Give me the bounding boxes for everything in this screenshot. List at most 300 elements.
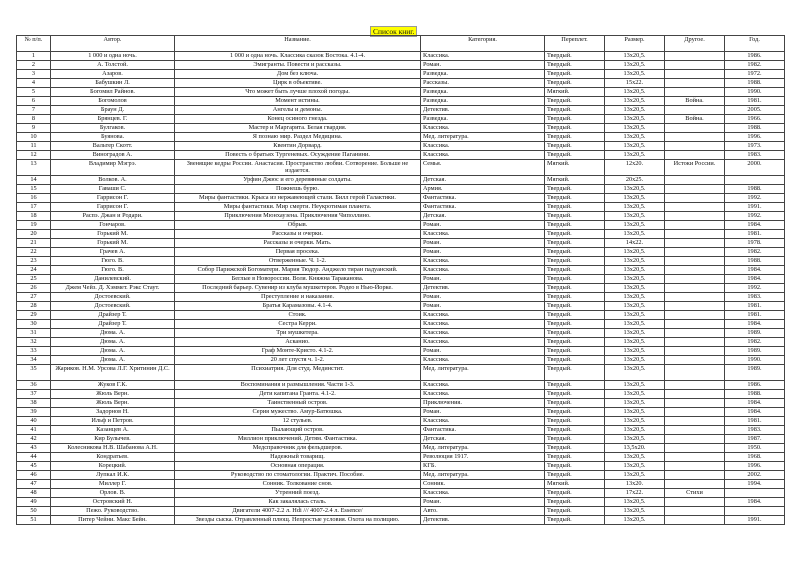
cell-other (665, 329, 725, 338)
cell-category: Классика. (421, 311, 545, 320)
cell-name: Пылающий остров. (175, 426, 421, 435)
cell-other (665, 275, 725, 284)
table-row (17, 97, 785, 106)
cell-category: Детская. (421, 435, 545, 444)
cell-name: Первая просека. (175, 248, 421, 257)
cell-size: 13х20,5. (605, 61, 665, 70)
cell-year: 2000. (725, 160, 785, 176)
cell-year: 1950. (725, 444, 785, 453)
cell-other (665, 399, 725, 408)
cell-size: 13х20,5. (605, 275, 665, 284)
table-header-row (17, 36, 785, 52)
cell-num: 37 (17, 390, 51, 399)
cell-year: 1992. (725, 284, 785, 293)
cell-binding: Твердый. (545, 275, 605, 284)
cell-author: Гюго. В. (51, 257, 175, 266)
cell-size: 13х20,5. (605, 212, 665, 221)
cell-num: 10 (17, 133, 51, 142)
cell-name: Дети капитана Гранта. 4.1-2. (175, 390, 421, 399)
cell-year: 1987. (725, 435, 785, 444)
cell-category: Классика. (421, 124, 545, 133)
cell-year: 1988. (725, 79, 785, 88)
cell-other (665, 266, 725, 275)
cell-author: Гончаров. (51, 221, 175, 230)
cell-year: 1986. (725, 52, 785, 61)
table-row (17, 338, 785, 347)
cell-year: 1996. (725, 462, 785, 471)
table-row (17, 194, 785, 203)
cell-other (665, 106, 725, 115)
cell-author: Волков. А. (51, 176, 175, 185)
cell-size: 13х20,5. (605, 320, 665, 329)
cell-year: 1991. (725, 203, 785, 212)
table-row (17, 115, 785, 124)
cell-year: 1988. (725, 257, 785, 266)
cell-binding: Твердый. (545, 230, 605, 239)
cell-binding: Твердый. (545, 498, 605, 507)
cell-other (665, 365, 725, 381)
table-row (17, 88, 785, 97)
cell-num: 19 (17, 221, 51, 230)
cell-binding: Твердый. (545, 293, 605, 302)
table-row (17, 365, 785, 381)
cell-author: Буянова. (51, 133, 175, 142)
cell-other (665, 435, 725, 444)
cell-category: Классика. (421, 151, 545, 160)
cell-size: 13х20,5. (605, 284, 665, 293)
cell-year: 1989. (725, 329, 785, 338)
cell-name: Сонник. Толкование снов. (175, 480, 421, 489)
col-header-other: Другое. (665, 36, 725, 52)
cell-author: Ильф и Петров. (51, 417, 175, 426)
cell-year: 1966. (725, 115, 785, 124)
cell-name: Преступление и наказание. (175, 293, 421, 302)
table-row (17, 79, 785, 88)
cell-author: Миллер Г. (51, 480, 175, 489)
cell-name: Звезды сыска. Отравленный плющ. Непростые условия. Охота на полицию. (175, 516, 421, 525)
cell-author: Данилевский. (51, 275, 175, 284)
cell-category: Классика. (421, 338, 545, 347)
cell-other (665, 417, 725, 426)
table-row (17, 498, 785, 507)
cell-num: 49 (17, 498, 51, 507)
cell-name: Миллион приключений. Детям. Фантастика. (175, 435, 421, 444)
cell-author: 1 000 и одна ночь. (51, 52, 175, 61)
cell-category: Рассказы. (421, 79, 545, 88)
cell-size: 13х20,5. (605, 417, 665, 426)
cell-size: 13х20,5. (605, 293, 665, 302)
cell-other (665, 338, 725, 347)
cell-author: Кондратьев. (51, 453, 175, 462)
cell-size: 17х22. (605, 489, 665, 498)
cell-year (725, 507, 785, 516)
cell-name: Конец осиного гнезда. (175, 115, 421, 124)
cell-binding: Твердый. (545, 462, 605, 471)
cell-name: Ангелы и демоны. (175, 106, 421, 115)
cell-name: Сестра Керри. (175, 320, 421, 329)
cell-author: Булгаков. (51, 124, 175, 133)
cell-category: Роман. (421, 498, 545, 507)
cell-binding: Твердый. (545, 399, 605, 408)
cell-size: 13х20,5. (605, 462, 665, 471)
table-row (17, 489, 785, 498)
cell-binding: Твердый. (545, 507, 605, 516)
cell-other (665, 516, 725, 525)
cell-year: 1983. (725, 151, 785, 160)
cell-num: 45 (17, 462, 51, 471)
cell-size: 13х20,5. (605, 266, 665, 275)
cell-author: Горький М. (51, 239, 175, 248)
cell-author: Корецкий. (51, 462, 175, 471)
cell-name: Пожнешь бурю. (175, 185, 421, 194)
cell-year: 1982. (725, 61, 785, 70)
cell-other (665, 133, 725, 142)
cell-num: 4 (17, 79, 51, 88)
cell-other (665, 52, 725, 61)
cell-year: 1994. (725, 480, 785, 489)
cell-num: 7 (17, 106, 51, 115)
table-row (17, 381, 785, 390)
table-row (17, 124, 785, 133)
cell-num: 41 (17, 426, 51, 435)
cell-category: Фантастика. (421, 426, 545, 435)
cell-other (665, 284, 725, 293)
cell-num: 21 (17, 239, 51, 248)
cell-name: Психиатрия. Для студ. Мединстит. (175, 365, 421, 381)
table-row (17, 417, 785, 426)
cell-binding: Твердый. (545, 194, 605, 203)
cell-category: Детектив. (421, 516, 545, 525)
cell-num: 38 (17, 399, 51, 408)
cell-binding: Мягкий. (545, 480, 605, 489)
cell-category: Роман. (421, 239, 545, 248)
cell-size: 13х20,5. (605, 203, 665, 212)
cell-other (665, 381, 725, 390)
cell-size: 13х20. (605, 480, 665, 489)
cell-category: Классика. (421, 489, 545, 498)
cell-other (665, 390, 725, 399)
cell-name: Асканио. (175, 338, 421, 347)
cell-year: 2002. (725, 471, 785, 480)
cell-size: 13х20,5. (605, 516, 665, 525)
table-row (17, 52, 785, 61)
cell-name: Граф Монте-Кристо. 4.1-2. (175, 347, 421, 356)
cell-num: 23 (17, 257, 51, 266)
cell-category: Роман. (421, 347, 545, 356)
cell-num: 16 (17, 194, 51, 203)
cell-binding: Твердый. (545, 489, 605, 498)
cell-author: Орлов. В. (51, 489, 175, 498)
cell-author: Драйзер Т. (51, 320, 175, 329)
cell-num: 44 (17, 453, 51, 462)
cell-name: Стоик. (175, 311, 421, 320)
cell-num: 22 (17, 248, 51, 257)
cell-num: 20 (17, 230, 51, 239)
cell-size: 20х25. (605, 176, 665, 185)
cell-binding: Твердый. (545, 151, 605, 160)
cell-category: Разведка. (421, 88, 545, 97)
cell-size: 13х20,5. (605, 408, 665, 417)
cell-size: 13х20,5. (605, 302, 665, 311)
cell-other (665, 408, 725, 417)
cell-year: 1989. (725, 347, 785, 356)
cell-name: 12 стульев. (175, 417, 421, 426)
cell-other (665, 471, 725, 480)
cell-other (665, 176, 725, 185)
table-row (17, 221, 785, 230)
cell-num: 14 (17, 176, 51, 185)
cell-size: 13х20,5. (605, 356, 665, 365)
cell-name: Руководство по стоматологии. Практич. Пособие. (175, 471, 421, 480)
cell-size: 13х20,5. (605, 426, 665, 435)
cell-author: Дюма. А. (51, 329, 175, 338)
page-title: Список книг. (370, 26, 417, 37)
cell-size: 13х20,5. (605, 498, 665, 507)
cell-category: Авто. (421, 507, 545, 516)
cell-author: Гаррисон Г. (51, 194, 175, 203)
cell-year: 1984. (725, 320, 785, 329)
table-row (17, 106, 785, 115)
table-row (17, 516, 785, 525)
cell-category: Классика. (421, 142, 545, 151)
cell-category: Разведка. (421, 115, 545, 124)
cell-other (665, 212, 725, 221)
cell-num: 27 (17, 293, 51, 302)
table-row (17, 399, 785, 408)
cell-author: Брянцев. Г. (51, 115, 175, 124)
cell-category: Мед. литература. (421, 365, 545, 381)
cell-author: Азаров. (51, 70, 175, 79)
cell-category: Детская. (421, 212, 545, 221)
cell-size: 13х20,5. (605, 338, 665, 347)
cell-binding: Твердый. (545, 70, 605, 79)
cell-size: 13х20,5. (605, 329, 665, 338)
cell-binding: Твердый. (545, 347, 605, 356)
cell-num: 5 (17, 88, 51, 97)
cell-author: Задорнов Н. (51, 408, 175, 417)
cell-other (665, 302, 725, 311)
cell-year: 1984. (725, 408, 785, 417)
cell-year (725, 489, 785, 498)
col-header-name: Название. (175, 36, 421, 52)
cell-author: Виноградов А. (51, 151, 175, 160)
cell-binding: Мягкий. (545, 88, 605, 97)
cell-other (665, 185, 725, 194)
cell-size: 13х20,5. (605, 221, 665, 230)
cell-other (665, 151, 725, 160)
cell-name: Надежный товарищ. (175, 453, 421, 462)
cell-num: 40 (17, 417, 51, 426)
table-row (17, 239, 785, 248)
col-header-author: Автор. (51, 36, 175, 52)
cell-size: 13х20,5. (605, 115, 665, 124)
cell-num: 51 (17, 516, 51, 525)
table-row (17, 133, 785, 142)
cell-category: Революция 1917. (421, 453, 545, 462)
table-row (17, 356, 785, 365)
cell-other: Истоки России. (665, 160, 725, 176)
cell-size: 13х20,5. (605, 88, 665, 97)
table-row (17, 212, 785, 221)
cell-size: 13х20,5. (605, 142, 665, 151)
cell-author: Гаррисон Г. (51, 203, 175, 212)
cell-year: 1992. (725, 194, 785, 203)
cell-binding: Твердый. (545, 302, 605, 311)
cell-category: Фантастика. (421, 194, 545, 203)
cell-category: Роман. (421, 275, 545, 284)
cell-size: 13х20,5. (605, 311, 665, 320)
cell-binding: Твердый. (545, 185, 605, 194)
cell-author: Питер Чейни. Макс Бейн. (51, 516, 175, 525)
cell-name: Что может быть лучше плохой погоды. (175, 88, 421, 97)
cell-name: Три мушкетера. (175, 329, 421, 338)
cell-year: 1972. (725, 70, 785, 79)
table-row (17, 185, 785, 194)
cell-author: Дюма. А. (51, 356, 175, 365)
cell-author: Достоевский. (51, 302, 175, 311)
col-header-year: Год. (725, 36, 785, 52)
cell-category: Классика. (421, 390, 545, 399)
table-row (17, 248, 785, 257)
table-row (17, 408, 785, 417)
table-row (17, 347, 785, 356)
cell-size: 13х20,5. (605, 381, 665, 390)
cell-size: 13х20,5. (605, 507, 665, 516)
cell-author: Жариков. Н.М. Урсова Л.Г. Хритинин Д.С. (51, 365, 175, 381)
cell-category: Разведка. (421, 97, 545, 106)
cell-year: 1988. (725, 390, 785, 399)
cell-author: Лупкал И.К. (51, 471, 175, 480)
cell-binding: Твердый. (545, 381, 605, 390)
cell-size: 13х20,5. (605, 399, 665, 408)
cell-year: 1983. (725, 426, 785, 435)
cell-num: 33 (17, 347, 51, 356)
cell-category: Приключения. (421, 399, 545, 408)
cell-num: 17 (17, 203, 51, 212)
cell-author: Достоевский. (51, 293, 175, 302)
cell-name: Как закалялась сталь. (175, 498, 421, 507)
cell-num: 32 (17, 338, 51, 347)
cell-num: 47 (17, 480, 51, 489)
cell-name: Миры фантастики. Мир смерти. Неукротимая планета. (175, 203, 421, 212)
cell-category: Классика. (421, 266, 545, 275)
cell-num: 15 (17, 185, 51, 194)
table-row (17, 70, 785, 79)
cell-category: Детектив. (421, 106, 545, 115)
cell-binding: Твердый. (545, 356, 605, 365)
cell-author: Владимир Мэгрэ. (51, 160, 175, 176)
cell-size: 12х20. (605, 160, 665, 176)
cell-binding: Твердый. (545, 417, 605, 426)
cell-author: Дюма. А. (51, 347, 175, 356)
cell-num: 29 (17, 311, 51, 320)
table-row (17, 426, 785, 435)
cell-author: Богомолов (51, 97, 175, 106)
table-row (17, 471, 785, 480)
table-row (17, 390, 785, 399)
cell-year: 1984. (725, 275, 785, 284)
cell-size: 13х20,5. (605, 151, 665, 160)
cell-num: 11 (17, 142, 51, 151)
table-row (17, 230, 785, 239)
cell-binding: Твердый. (545, 471, 605, 480)
cell-category: Детектив. (421, 284, 545, 293)
cell-num: 50 (17, 507, 51, 516)
cell-author: Джем Чейз. Д. Хэммет. Рэкс Стаут. (51, 284, 175, 293)
cell-author: Колесникова Н.В. Шабанова А.Н. (51, 444, 175, 453)
col-header-size: Размер. (605, 36, 665, 52)
cell-category: Роман. (421, 61, 545, 70)
cell-year: 1981. (725, 417, 785, 426)
cell-author: Кир Булычев. (51, 435, 175, 444)
cell-name: Я познаю мир. Раздел Медицина. (175, 133, 421, 142)
cell-binding: Мягкий. (545, 160, 605, 176)
cell-binding: Твердый. (545, 390, 605, 399)
table-row (17, 284, 785, 293)
cell-binding: Твердый. (545, 221, 605, 230)
cell-num: 42 (17, 435, 51, 444)
cell-binding: Твердый. (545, 408, 605, 417)
cell-binding: Твердый. (545, 115, 605, 124)
cell-category: Роман. (421, 408, 545, 417)
cell-name: Воспоминания и размышления. Части 1-3. (175, 381, 421, 390)
cell-num: 35 (17, 365, 51, 381)
table-row (17, 435, 785, 444)
cell-name: Обрыв. (175, 221, 421, 230)
cell-year: 1988. (725, 124, 785, 133)
cell-num: 39 (17, 408, 51, 417)
cell-size: 13х20,5. (605, 365, 665, 381)
cell-name: Медсправочник для фельдшеров. (175, 444, 421, 453)
cell-size: 13х20,5. (605, 248, 665, 257)
table-row (17, 311, 785, 320)
cell-author: Дюма. А. (51, 338, 175, 347)
cell-category: Мед. литература. (421, 471, 545, 480)
cell-num: 3 (17, 70, 51, 79)
cell-other (665, 221, 725, 230)
cell-author: Гаваши С. (51, 185, 175, 194)
cell-year: 1981. (725, 311, 785, 320)
cell-other (665, 203, 725, 212)
table-row (17, 61, 785, 70)
cell-author: Горький М. (51, 230, 175, 239)
table-row (17, 151, 785, 160)
cell-binding: Твердый. (545, 79, 605, 88)
cell-other (665, 230, 725, 239)
cell-other (665, 444, 725, 453)
cell-num: 46 (17, 471, 51, 480)
cell-other (665, 124, 725, 133)
cell-other (665, 311, 725, 320)
cell-category: Классика. (421, 329, 545, 338)
cell-year: 1981. (725, 230, 785, 239)
cell-size: 13х20,5. (605, 257, 665, 266)
cell-category: Роман. (421, 248, 545, 257)
cell-year: 1973. (725, 142, 785, 151)
cell-other (665, 293, 725, 302)
cell-category: КГБ. (421, 462, 545, 471)
cell-name: Беглые в Новороссии. Воля. Княжна Тараканова. (175, 275, 421, 284)
cell-binding: Твердый. (545, 106, 605, 115)
cell-other (665, 462, 725, 471)
cell-binding: Твердый. (545, 365, 605, 381)
cell-other (665, 498, 725, 507)
cell-num: 2 (17, 61, 51, 70)
cell-num: 28 (17, 302, 51, 311)
cell-binding: Твердый. (545, 124, 605, 133)
cell-size: 14х22. (605, 239, 665, 248)
cell-name: Последний барьер. Сувенир из клуба мушкетеров. Родео в Нью-Йорке. (175, 284, 421, 293)
